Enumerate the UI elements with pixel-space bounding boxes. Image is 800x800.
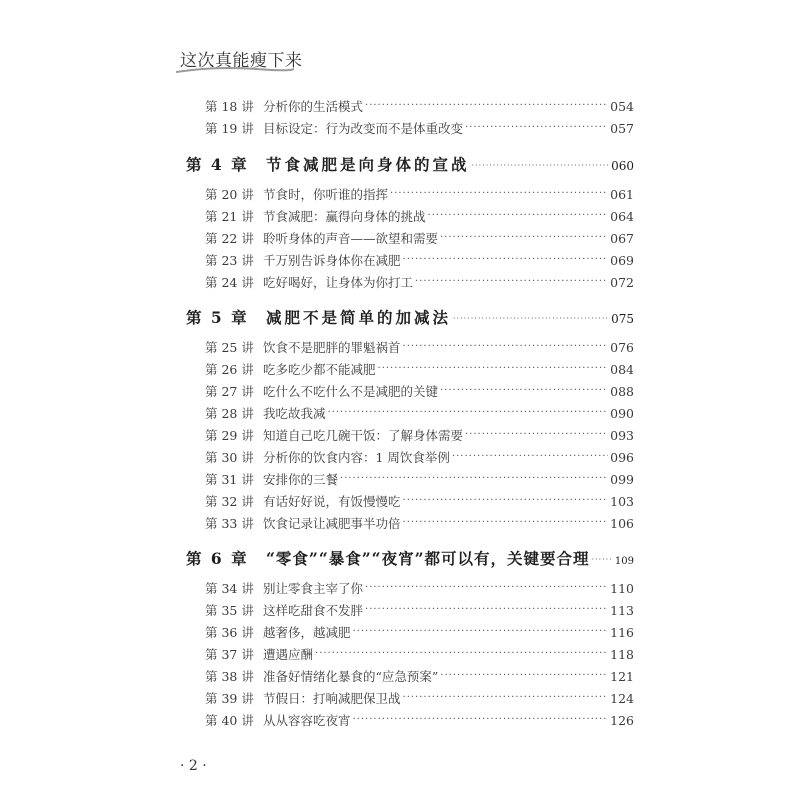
dot-leader [465, 428, 608, 441]
dot-leader [340, 472, 608, 485]
toc-entry-lecture-25[interactable] [205, 338, 634, 356]
toc-entry-lecture-28[interactable] [205, 404, 634, 422]
dot-leader [592, 549, 613, 565]
entry-number: 第 22 讲 [205, 231, 254, 246]
chapter-title: 减肥不是简单的加减法 [266, 308, 452, 327]
entry-page: 054 [610, 99, 634, 114]
entry-page: 099 [610, 472, 634, 487]
entry-number: 第 26 讲 [205, 362, 254, 377]
chapter-title: “零食”“暴食”“夜宵”都可以有，关键要合理 [266, 549, 590, 568]
chapter-number: 第 6 章 [186, 549, 249, 568]
entry-page: 106 [610, 516, 634, 531]
toc-entry-lecture-21[interactable] [205, 207, 634, 225]
dot-leader [452, 450, 608, 463]
toc-entry-lecture-18[interactable] [205, 97, 634, 115]
entry-number: 第 40 讲 [205, 713, 254, 728]
entry-number: 第 37 讲 [205, 647, 254, 662]
toc-entry-lecture-20[interactable] [205, 185, 634, 203]
entry-title: 从从容容吃夜宵 [263, 713, 351, 728]
entry-title: 分析你的饮食内容：1 周饮食举例 [263, 450, 450, 465]
toc-entry-chapter-4[interactable] [186, 153, 634, 175]
dot-leader [415, 275, 608, 288]
entry-page: 096 [610, 450, 634, 465]
entry-page: 116 [610, 625, 634, 640]
dot-leader [403, 691, 609, 704]
entry-page: 072 [610, 275, 634, 290]
entry-title: 节假日：打响减肥保卫战 [263, 691, 401, 706]
toc-entry-lecture-29[interactable] [205, 426, 634, 444]
entry-page: 126 [610, 713, 634, 728]
entry-page: 121 [610, 669, 634, 684]
entry-number: 第 28 讲 [205, 406, 254, 421]
entry-number: 第 18 讲 [205, 99, 254, 114]
dot-leader [403, 516, 609, 529]
toc-entry-lecture-30[interactable] [205, 448, 634, 466]
dot-leader [440, 231, 608, 244]
toc-entry-lecture-27[interactable] [205, 382, 634, 400]
dot-leader [403, 340, 609, 353]
entry-title: 有话好好说，有饭慢慢吃 [263, 494, 401, 509]
entry-title: 分析你的生活模式 [263, 99, 364, 114]
entry-number: 第 20 讲 [205, 187, 254, 202]
toc-entry-lecture-39[interactable] [205, 689, 634, 707]
entry-page: 113 [610, 603, 634, 618]
toc-entry-lecture-26[interactable] [205, 360, 634, 378]
entry-page: 088 [610, 384, 634, 399]
entry-page: 067 [610, 231, 634, 246]
toc-entry-lecture-31[interactable] [205, 470, 634, 488]
entry-number: 第 35 讲 [205, 603, 254, 618]
entry-title: 吃多吃少都不能减肥 [263, 362, 376, 377]
entry-title: 别让零食主宰了你 [263, 581, 364, 596]
chapter-page: 075 [611, 312, 634, 326]
toc-entry-lecture-37[interactable] [205, 645, 634, 663]
chapter-page: 060 [611, 159, 634, 173]
entry-page: 076 [610, 340, 634, 355]
entry-page: 057 [610, 121, 634, 136]
entry-title: 准备好情绪化暴食的“应急预案” [263, 669, 439, 684]
toc-entry-lecture-32[interactable] [205, 492, 634, 510]
entry-page: 103 [610, 494, 634, 509]
dot-leader [378, 362, 609, 375]
entry-title: 节食时，你听谁的指挥 [263, 187, 389, 202]
toc-entry-lecture-40[interactable] [205, 711, 634, 729]
entry-title: 饮食记录让减肥事半功倍 [263, 516, 401, 531]
chapter-title: 节食减肥是向身体的宣战 [266, 155, 470, 174]
entry-page: 061 [610, 187, 634, 202]
entry-number: 第 36 讲 [205, 625, 254, 640]
entry-page: 069 [610, 253, 634, 268]
entry-number: 第 30 讲 [205, 450, 254, 465]
entry-page: 064 [610, 209, 634, 224]
entry-page: 093 [610, 428, 634, 443]
toc-entry-lecture-36[interactable] [205, 623, 634, 641]
entry-number: 第 23 讲 [205, 253, 254, 268]
dot-leader [390, 187, 608, 200]
entry-title: 安排你的三餐 [263, 472, 339, 487]
dot-leader [403, 494, 609, 507]
dot-leader [353, 625, 609, 638]
entry-title: 目标设定：行为改变而不是体重改变 [263, 121, 464, 136]
entry-page: 124 [610, 691, 634, 706]
toc-entry-chapter-6[interactable] [186, 547, 634, 569]
entry-title: 这样吃甜食不发胖 [263, 603, 364, 618]
entry-title: 我吃故我减 [263, 406, 326, 421]
dot-leader [353, 713, 609, 726]
entry-title: 聆听身体的声音——欲望和需要 [263, 231, 439, 246]
dot-leader [440, 669, 608, 682]
entry-number: 第 32 讲 [205, 494, 254, 509]
entry-number: 第 29 讲 [205, 428, 254, 443]
dot-leader [453, 308, 609, 324]
entry-title: 节食减肥：赢得向身体的挑战 [263, 209, 426, 224]
toc-entry-lecture-23[interactable] [205, 251, 634, 269]
toc-entry-lecture-38[interactable] [205, 667, 634, 685]
chapter-number: 第 4 章 [186, 155, 249, 174]
dot-leader [403, 253, 609, 266]
dot-leader [472, 155, 610, 171]
toc-entry-lecture-24[interactable] [205, 273, 634, 291]
toc-entry-lecture-33[interactable] [205, 514, 634, 532]
dot-leader [365, 581, 608, 594]
dot-leader [428, 209, 609, 222]
chapter-page: 109 [614, 556, 634, 567]
dot-leader [365, 603, 608, 616]
dot-leader [315, 647, 608, 660]
entry-title: 吃好喝好，让身体为你打工 [263, 275, 414, 290]
entry-page: 110 [610, 581, 634, 596]
book-title: 这次真能瘦下来 [180, 51, 303, 71]
header-swoosh-decoration [176, 66, 294, 74]
toc-entry-lecture-22[interactable] [205, 229, 634, 247]
entry-title: 饮食不是肥胖的罪魁祸首 [263, 340, 401, 355]
entry-number: 第 39 讲 [205, 691, 254, 706]
page-number: · 2 · [180, 758, 207, 774]
running-head [180, 46, 303, 71]
entry-number: 第 21 讲 [205, 209, 254, 224]
toc-entry-lecture-34[interactable] [205, 579, 634, 597]
dot-leader [328, 406, 609, 419]
dot-leader [465, 121, 608, 134]
entry-page: 118 [610, 647, 634, 662]
entry-number: 第 24 讲 [205, 275, 254, 290]
entry-number: 第 38 讲 [205, 669, 254, 684]
entry-number: 第 34 讲 [205, 581, 254, 596]
chapter-number: 第 5 章 [186, 308, 249, 327]
toc-entry-lecture-35[interactable] [205, 601, 634, 619]
entry-title: 遭遇应酬 [263, 647, 314, 662]
dot-leader [440, 384, 608, 397]
entry-title: 千万别告诉身体你在减肥 [263, 253, 401, 268]
entry-number: 第 31 讲 [205, 472, 254, 487]
entry-title: 知道自己吃几碗干饭：了解身体需要 [263, 428, 464, 443]
toc-entry-lecture-19[interactable] [205, 119, 634, 137]
dot-leader [365, 99, 608, 112]
entry-number: 第 27 讲 [205, 384, 254, 399]
entry-number: 第 25 讲 [205, 340, 254, 355]
entry-page: 084 [610, 362, 634, 377]
toc-entry-chapter-5[interactable] [186, 306, 634, 328]
entry-title: 吃什么不吃什么不是减肥的关键 [263, 384, 439, 399]
entry-title: 越奢侈，越减肥 [263, 625, 351, 640]
entry-number: 第 33 讲 [205, 516, 254, 531]
entry-number: 第 19 讲 [205, 121, 254, 136]
entry-page: 090 [610, 406, 634, 421]
